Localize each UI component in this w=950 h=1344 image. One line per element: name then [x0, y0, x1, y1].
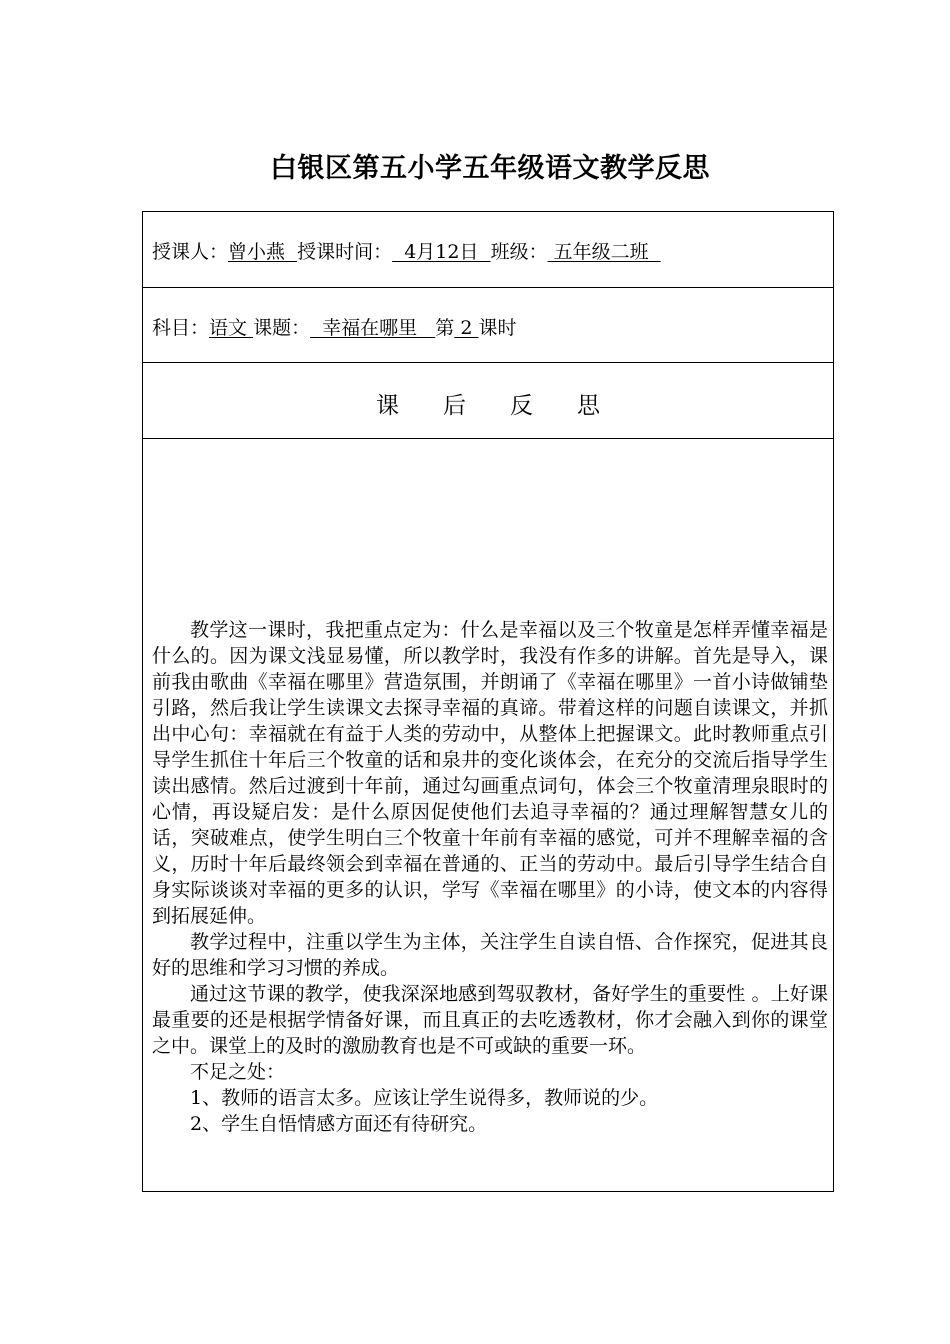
page-title: 白银区第五小学五年级语文教学反思 [270, 153, 710, 184]
reflection-paragraph: 不足之处： [190, 1061, 286, 1083]
lesson-prefix: 第 [435, 317, 455, 339]
teacher-info-line [152, 237, 661, 264]
teacher-info-row [143, 212, 833, 288]
teacher-label: 授课人： [152, 241, 229, 263]
reflection-paragraph: 教学这一课时，我把重点定为：什么是幸福以及三个牧童是怎样弄懂幸福是什么的。因为课文浅显易懂，所以教学时，我没有作多的讲解。首先是导入，课前我由歌曲《幸福在哪里》营造氛围，并朗诵了《幸福在哪里》一首小诗做铺垫引路，然后我让学生读课文去探寻幸福的真谛。带着这样的问题自读课文，并抓出中心句：幸福就在有益于人类的劳动中，从整体上把握课文。此时教师重点引导学生抓住十年后三个牧童的话和泉井的变化谈体会，在充分的交流后指导学生读出感情。然后过渡到十年前，通过勾画重点词句，体会三个牧童清理泉眼时的心情，再设疑启发：是什么原因促使他们去追寻幸福的？通过理解智慧女儿的话，突破难点，使学生明白三个牧童十年前有幸福的感觉，可并不理解幸福的含义，历时十年后最终领会到幸福在普通的、正当的劳动中。最后引导学生结合自身实际谈谈对幸福的更多的认识，学写《幸福在哪里》的小诗，使文本的内容得到拓展延伸。 [152, 619, 828, 927]
lesson-number: 2 [454, 317, 479, 339]
reflection-paragraph: 2、学生自悟情感方面还有待研究。 [190, 1113, 488, 1135]
section-heading: 课后反思 [376, 393, 644, 419]
subject-info-row [143, 288, 833, 363]
reflection-form [142, 211, 834, 1192]
reflection-paragraph: 通过这节课的教学，使我深深地感到驾驭教材，备好学生的重要性 。上好课最重要的还是根据学情备好课，而且真正的去吃透教材，你才会融入到你的课堂之中。课堂上的及时的激励教育也是不可或缺的重要一环。 [152, 983, 828, 1057]
topic-label: 课题： [253, 317, 311, 339]
subject-label: 科目： [152, 317, 210, 339]
lesson-date: 4月12日 [392, 241, 491, 263]
subject-info-line [152, 313, 516, 340]
reflection-paragraph: 1、教师的语言太多。应该让学生说得多，教师说的少。 [190, 1087, 659, 1109]
class-name: 五年级二班 [547, 241, 661, 263]
subject-name: 语文 [209, 317, 254, 339]
section-heading-row [143, 363, 833, 439]
lesson-suffix: 课时 [478, 317, 517, 339]
class-label: 班级： [490, 241, 548, 263]
teacher-name: 曾小燕 [228, 241, 298, 263]
reflection-text [152, 617, 828, 1137]
time-label: 授课时间： [297, 241, 393, 263]
reflection-paragraph: 教学过程中，注重以学生为主体，关注学生自读自悟、合作探究，促进其良好的思维和学习习惯的养成。 [152, 931, 828, 979]
reflection-body-row [143, 439, 833, 1191]
topic-name: 幸福在哪里 [310, 317, 436, 339]
